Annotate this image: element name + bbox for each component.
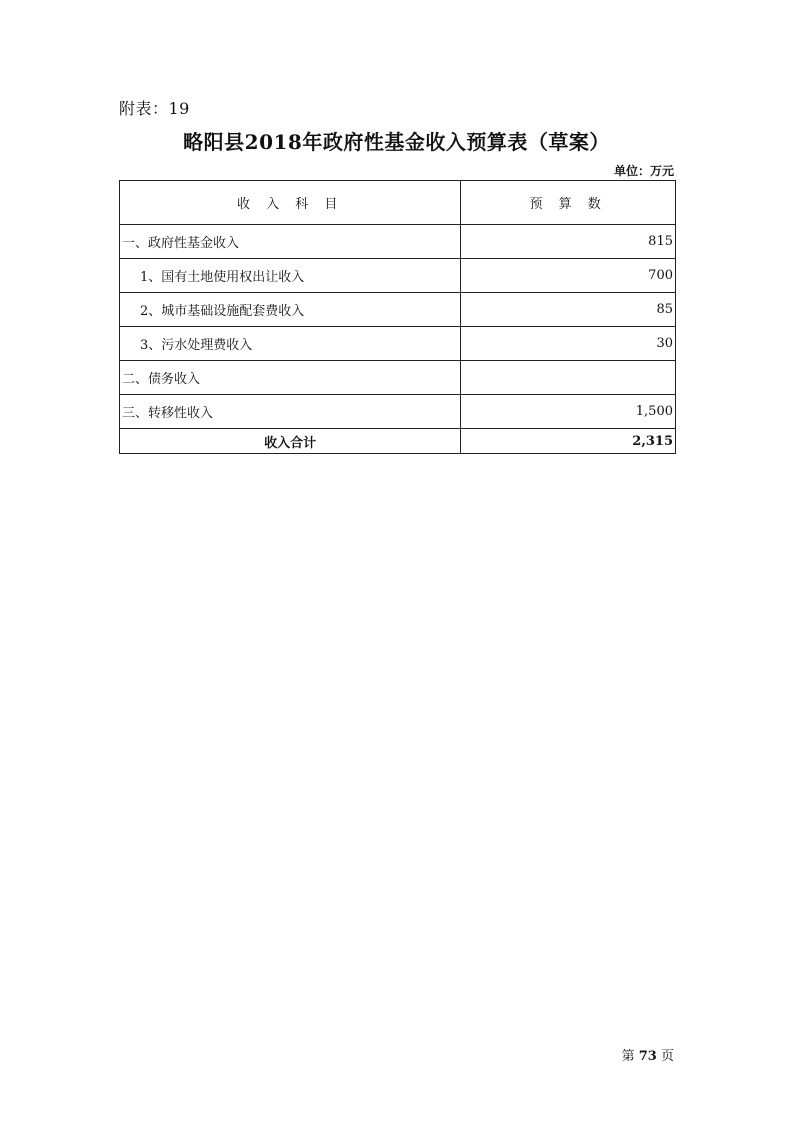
header-income-item: 收 入 科 目: [120, 181, 461, 225]
table-row: [120, 293, 676, 327]
table-row: [120, 361, 676, 395]
table-row: [120, 327, 676, 361]
total-label: 收入合计: [120, 429, 461, 454]
row-amount: 30: [461, 327, 676, 361]
table-header-row: [120, 181, 676, 225]
table-row: [120, 395, 676, 429]
page-suffix: 页: [660, 1049, 674, 1064]
total-amount: 2,315: [461, 429, 676, 454]
total-row: [120, 429, 676, 454]
header-budget-amount: 预 算 数: [461, 181, 676, 225]
row-item: 一、政府性基金收入: [120, 225, 461, 259]
row-amount: 85: [461, 293, 676, 327]
row-item: 三、转移性收入: [120, 395, 461, 429]
row-item: 1、国有土地使用权出让收入: [120, 259, 461, 293]
table-row: [120, 259, 676, 293]
attachment-label: 附表：19: [119, 99, 190, 118]
table-row: [120, 225, 676, 259]
row-item: 3、污水处理费收入: [120, 327, 461, 361]
row-item: 二、债务收入: [120, 361, 461, 395]
page-footer: [622, 1045, 674, 1064]
row-item: 2、城市基础设施配套费收入: [120, 293, 461, 327]
page-prefix: 第: [621, 1049, 635, 1064]
row-amount: [461, 361, 676, 395]
page-number: 73: [638, 1049, 657, 1064]
row-amount: 815: [461, 225, 676, 259]
row-amount: 1,500: [461, 395, 676, 429]
budget-table: [119, 180, 676, 454]
document-title: 略阳县2018年政府性基金收入预算表（草案）: [183, 130, 610, 154]
unit-label: 单位：万元: [613, 164, 674, 178]
row-amount: 700: [461, 259, 676, 293]
